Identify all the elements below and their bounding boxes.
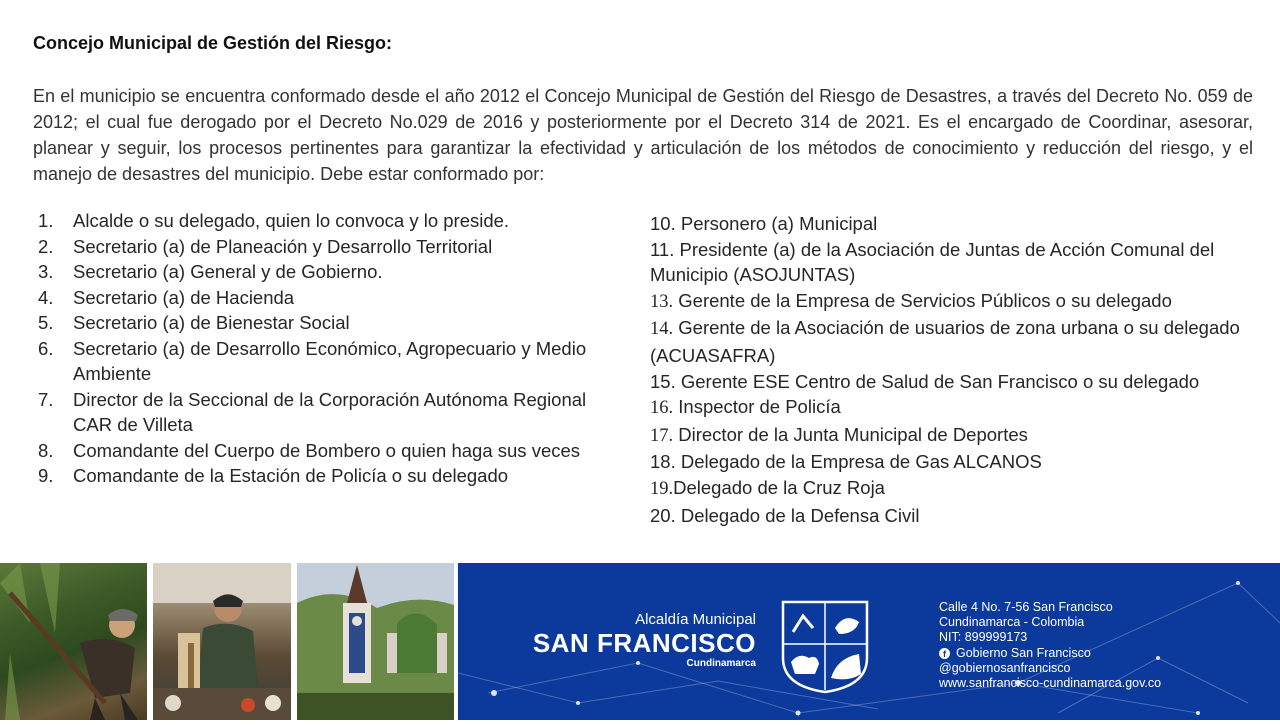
list-item — [650, 369, 1260, 395]
list-item — [38, 310, 598, 336]
list-item — [38, 234, 598, 260]
nit-line: NIT: 899999173 — [939, 630, 1028, 645]
church-illustration — [297, 563, 454, 720]
item-number: 18. — [650, 451, 676, 473]
item-text: Presidente (a) de la Asociación de Juntas de Acción Comunal del Municipio (ASOJUNTAS) — [650, 238, 1215, 286]
footer-banner — [0, 563, 1280, 720]
item-text: Secretario (a) General y de Gobierno. — [73, 261, 383, 282]
facebook-name: Gobierno San Francisco — [956, 645, 1091, 660]
intro-text: En el municipio se encuentra conformado desde el año 2012 el Concejo Municipal de Gestión del Riesgo de Desastres, a través del Decreto No. 059 de 2012; el cual fue derogado por el Decreto No.029 de 2016 y posteriormente por el Decreto 314 de 2021. Es el encargado de Coordinar, asesorar, planear y seguir, los procesos pertinentes para garantizar la efectividad y articulación de los métodos de conocimiento y reducción del riesgo, y el manejo de desastres del municipio. Debe estar conformado por: — [33, 86, 1253, 184]
vendor-illustration — [153, 563, 291, 720]
item-number: 10. — [650, 213, 676, 234]
municipality-panel — [458, 563, 1280, 720]
item-number: 4. — [38, 286, 54, 308]
item-number: 20. — [650, 504, 676, 526]
item-text: Comandante de la Estación de Policía o su delegado — [73, 465, 509, 486]
item-text: Alcalde o su delegado, quien lo convoca y lo preside. — [73, 210, 510, 231]
list-item — [38, 387, 598, 438]
list-item — [38, 208, 598, 234]
item-text: Delegado de la Defensa Civil — [675, 504, 920, 526]
item-number: 9. — [38, 465, 54, 486]
list-item — [38, 336, 598, 387]
farmer-photo — [0, 563, 147, 720]
item-number: 6. — [38, 337, 54, 359]
list-item — [650, 449, 1260, 475]
item-text: Secretario (a) de Bienestar Social — [73, 312, 350, 333]
item-text: Personero (a) Municipal — [675, 213, 878, 234]
alcaldia-label: Alcaldía Municipal — [635, 611, 756, 628]
item-number: 15. — [650, 370, 676, 392]
item-text: Delegado de la Cruz Roja — [673, 476, 885, 498]
social-handle[interactable]: @gobiernosanfrancisco — [939, 660, 1071, 675]
list-item — [38, 438, 598, 464]
list-item — [650, 503, 1260, 529]
item-text: Gerente ESE Centro de Salud de San Francisco o su delegado — [675, 370, 1200, 392]
item-number: 5. — [38, 312, 54, 333]
members-list-left — [38, 208, 598, 489]
item-number: 7. — [38, 388, 54, 410]
farmer-illustration — [0, 563, 147, 720]
item-number: 11. — [650, 238, 675, 260]
item-text: Inspector de Policía — [673, 396, 841, 418]
list-item — [650, 237, 1260, 288]
item-number: 13. — [650, 291, 674, 312]
item-text: Gerente de la Asociación de usuarios de zona urbana o su delegado (ACUASAFRA) — [650, 317, 1240, 366]
facebook-row[interactable] — [939, 646, 1161, 661]
item-text: Secretario (a) de Planeación y Desarrollo Territorial — [73, 235, 493, 257]
market-vendor-photo — [153, 563, 291, 720]
item-text: Delegado de la Empresa de Gas ALCANOS — [675, 451, 1042, 473]
website-link[interactable]: www.sanfrancisco-cundinamarca.gov.co — [939, 676, 1162, 691]
item-text: Comandante del Cuerpo de Bombero o quien haga sus veces — [73, 439, 581, 461]
members-list-right — [650, 211, 1260, 528]
list-item — [38, 285, 598, 311]
coat-of-arms-icon — [779, 598, 871, 694]
item-text: Director de la Junta Municipal de Deportes — [673, 423, 1028, 445]
item-number: 3. — [38, 261, 54, 282]
list-item — [650, 211, 1260, 237]
item-text: Director de la Seccional de la Corporación Autónoma Regional CAR de Villeta — [73, 388, 587, 435]
list-item — [650, 288, 1260, 316]
item-text: Gerente de la Empresa de Servicios Públicos o su delegado — [673, 289, 1172, 311]
department-label: Cundinamarca — [686, 658, 756, 669]
municipality-title: SAN FRANCISCO — [532, 628, 756, 658]
list-item — [38, 259, 598, 285]
contact-info — [939, 600, 1161, 691]
item-number: 16. — [650, 398, 674, 419]
item-number: 8. — [38, 439, 54, 461]
address-line: Calle 4 No. 7-56 San Francisco — [939, 600, 1113, 614]
list-item — [650, 422, 1260, 450]
item-number: 1. — [38, 210, 54, 231]
item-number: 17. — [650, 425, 674, 446]
page-title: Concejo Municipal de Gestión del Riesgo: — [33, 33, 393, 53]
item-text: Secretario (a) de Desarrollo Económico, Agropecuario y Medio Ambiente — [73, 337, 587, 384]
item-number: 14. — [650, 319, 674, 340]
region-line: Cundinamarca - Colombia — [939, 615, 1085, 630]
list-item — [38, 463, 598, 489]
item-number: 19. — [650, 478, 674, 499]
facebook-icon: f — [939, 648, 950, 659]
list-item — [650, 315, 1260, 368]
municipality-name — [516, 611, 756, 670]
list-item — [650, 475, 1260, 503]
list-item — [650, 394, 1260, 422]
church-photo — [297, 563, 454, 720]
item-number: 2. — [38, 235, 54, 257]
item-text: Secretario (a) de Hacienda — [73, 286, 295, 308]
intro-paragraph — [33, 83, 1253, 187]
